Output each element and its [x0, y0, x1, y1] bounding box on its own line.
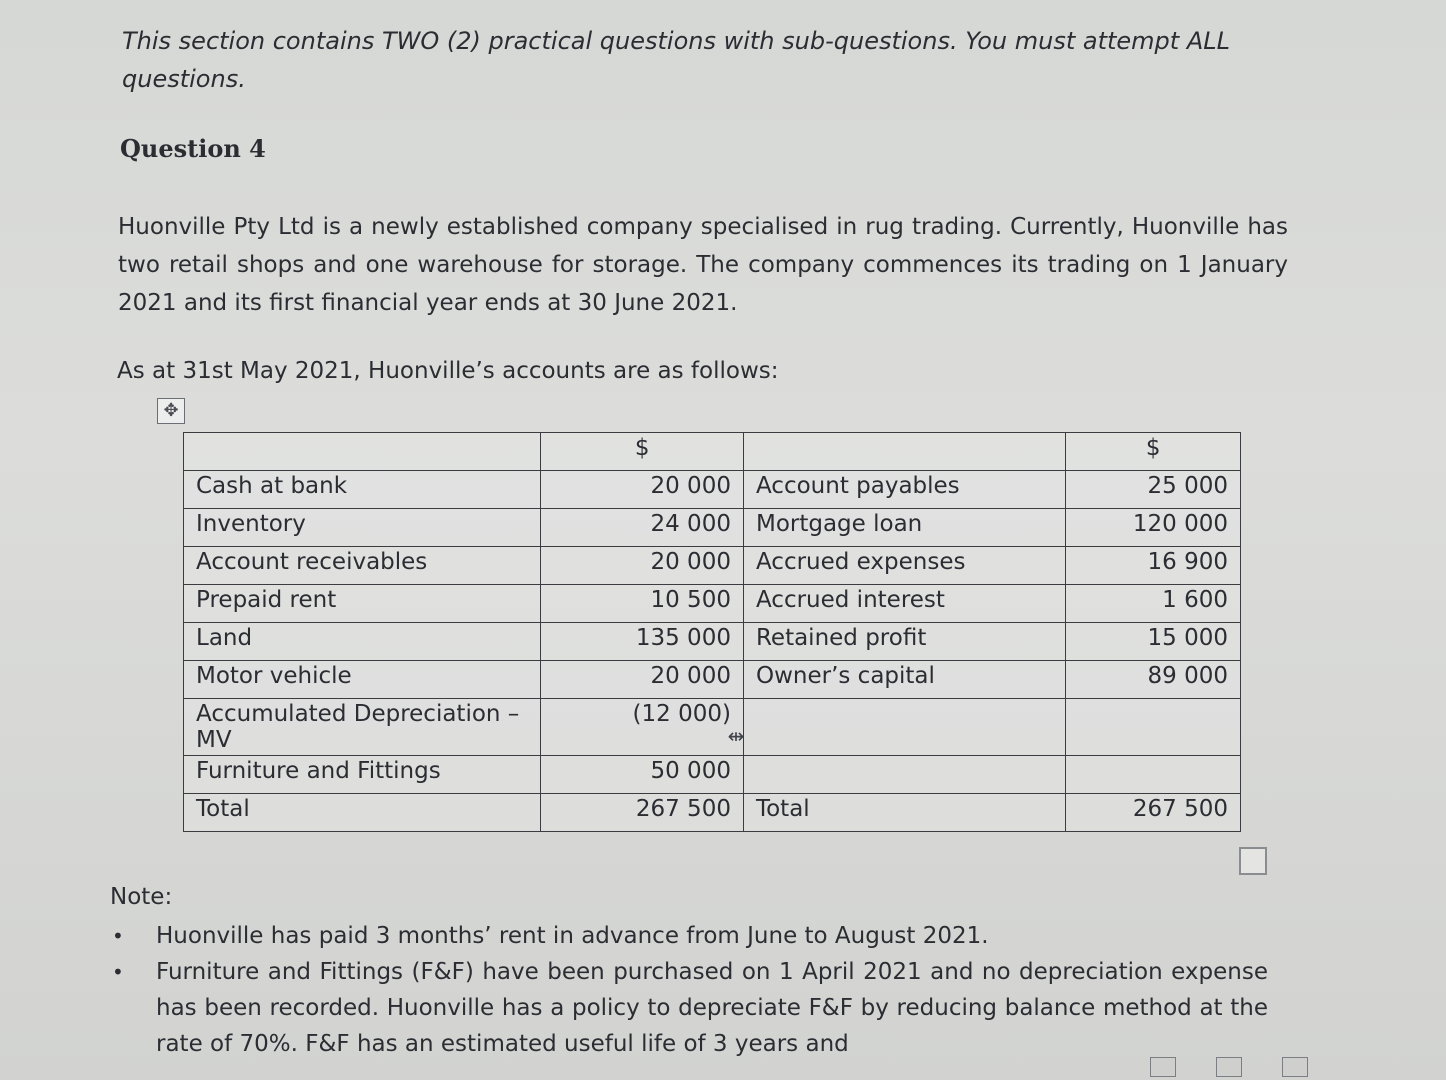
asset-name-cell: Account receivables — [184, 547, 541, 585]
header-cell: $ — [541, 433, 744, 471]
table-row — [184, 661, 1241, 699]
note-text: Huonville has paid 3 months’ rent in advance from June to August 2021. — [156, 923, 989, 949]
list-item — [108, 954, 1268, 1062]
print-layout-icon[interactable] — [1216, 1057, 1242, 1077]
notes-list — [108, 918, 1268, 1062]
liability-name-cell: Total — [743, 794, 1065, 832]
liability-amount-cell: 15 000 — [1066, 623, 1241, 661]
asset-name-cell: Accumulated Depreciation – MV — [184, 699, 541, 756]
liability-name-cell: Owner’s capital — [743, 661, 1065, 699]
question-title: Question 4 — [120, 134, 266, 163]
accounts-table — [183, 432, 1241, 832]
table-row — [184, 509, 1241, 547]
asset-name-cell: Land — [184, 623, 541, 661]
liability-amount-cell — [1066, 756, 1241, 794]
asset-name-cell: Inventory — [184, 509, 541, 547]
liability-name-cell: Account payables — [743, 471, 1065, 509]
asset-amount-cell: 267 500 — [541, 794, 744, 832]
header-cell: $ — [1066, 433, 1241, 471]
list-item — [108, 918, 1268, 954]
liability-name-cell: Retained profit — [743, 623, 1065, 661]
liability-name-cell: Mortgage loan — [743, 509, 1065, 547]
liability-amount-cell — [1066, 699, 1241, 756]
asset-amount-cell: 50 000 — [541, 756, 744, 794]
status-bar-icons — [1150, 1054, 1446, 1080]
header-cell — [184, 433, 541, 471]
asset-name-cell: Cash at bank — [184, 471, 541, 509]
table-resize-icon[interactable] — [1239, 847, 1267, 875]
liability-name-cell — [743, 699, 1065, 756]
liability-amount-cell: 120 000 — [1066, 509, 1241, 547]
question-paragraph: Huonville Pty Ltd is a newly established company specialised in rug trading. Currently, Huonville has two retail shops and one warehouse for storage. The company commences its trading on 1 January 2021 and its first financial year ends at 30 June 2021. — [118, 214, 1288, 316]
table-row — [184, 471, 1241, 509]
web-layout-icon[interactable] — [1282, 1057, 1308, 1077]
liability-amount-cell: 89 000 — [1066, 661, 1241, 699]
table-row — [184, 585, 1241, 623]
asset-amount-cell: (12 000) — [541, 699, 744, 756]
liability-amount-cell: 25 000 — [1066, 471, 1241, 509]
asset-name-cell: Prepaid rent — [184, 585, 541, 623]
table-header-row — [184, 433, 1241, 471]
liability-amount-cell: 267 500 — [1066, 794, 1241, 832]
section-intro: This section contains TWO (2) practical questions with sub-questions. You must attempt ALL questions. — [122, 27, 1230, 93]
note-text: Furniture and Fittings (F&F) have been purchased on 1 April 2021 and no depreciation expense has been recorded. Huonville has a policy to depreciate F&F by reducing balance method at the rate of 70%. F&F has an estimated useful life of 3 years and — [156, 959, 1268, 1057]
liability-name-cell — [743, 756, 1065, 794]
asset-name-cell: Total — [184, 794, 541, 832]
header-cell — [743, 433, 1065, 471]
bullet-icon: • — [112, 960, 124, 984]
asset-amount-cell: 24 000 — [541, 509, 744, 547]
table-row — [184, 623, 1241, 661]
liability-amount-cell: 1 600 — [1066, 585, 1241, 623]
asset-amount-cell: 20 000 — [541, 547, 744, 585]
accounts-intro: As at 31st May 2021, Huonville’s accounts are as follows: — [117, 358, 779, 384]
table-row — [184, 699, 1241, 756]
read-mode-icon[interactable] — [1150, 1057, 1176, 1077]
asset-amount-cell: 10 500 — [541, 585, 744, 623]
move-handle-icon[interactable]: ✥ — [157, 398, 185, 424]
table-row — [184, 794, 1241, 832]
table-row — [184, 547, 1241, 585]
liability-name-cell: Accrued expenses — [743, 547, 1065, 585]
note-label: Note: — [110, 884, 173, 910]
table-row — [184, 756, 1241, 794]
liability-amount-cell: 16 900 — [1066, 547, 1241, 585]
column-resize-icon[interactable]: ⇹ — [727, 724, 745, 748]
liability-name-cell: Accrued interest — [743, 585, 1065, 623]
asset-name-cell: Motor vehicle — [184, 661, 541, 699]
asset-name-cell: Furniture and Fittings — [184, 756, 541, 794]
asset-amount-cell: 135 000 — [541, 623, 744, 661]
bullet-icon: • — [112, 924, 124, 948]
asset-amount-cell: 20 000 — [541, 661, 744, 699]
asset-amount-cell: 20 000 — [541, 471, 744, 509]
